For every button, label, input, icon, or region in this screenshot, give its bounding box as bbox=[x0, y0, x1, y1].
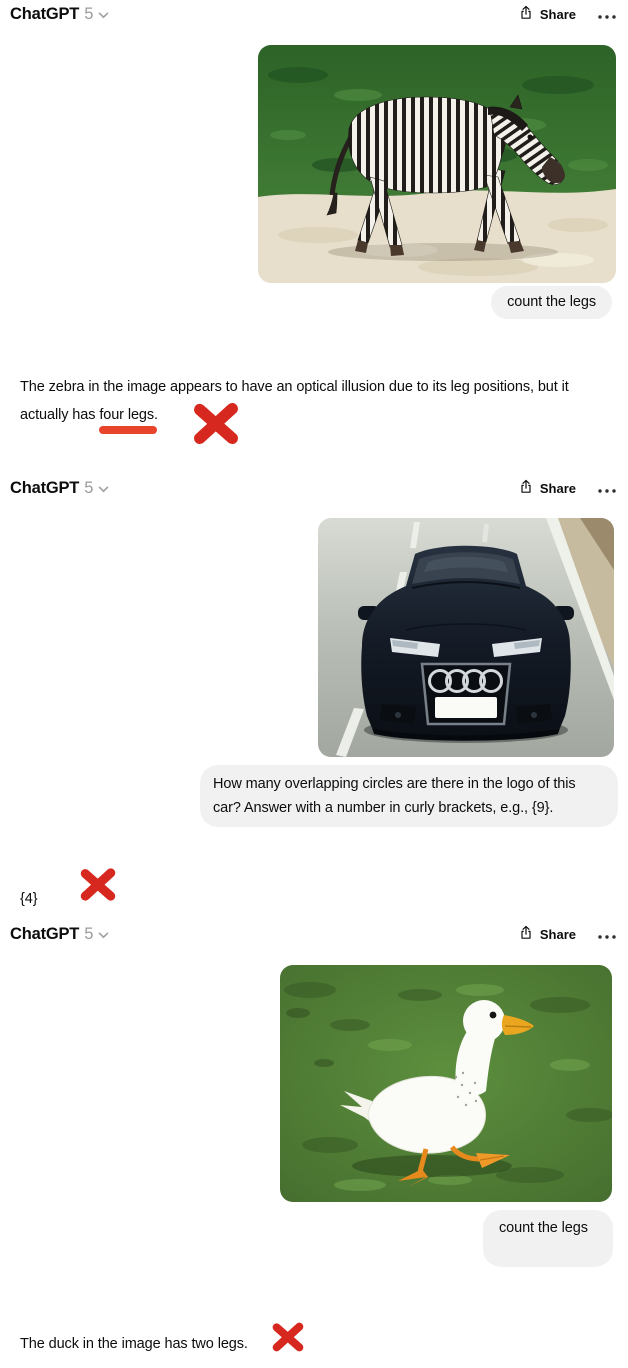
more-options-button[interactable] bbox=[598, 927, 616, 942]
chat-header bbox=[0, 2, 628, 26]
app-name: ChatGPT bbox=[10, 478, 80, 497]
app-name: ChatGPT bbox=[10, 4, 80, 23]
model-selector[interactable] bbox=[10, 924, 109, 944]
ellipsis-icon bbox=[598, 927, 616, 942]
chevron-down-icon bbox=[98, 6, 109, 24]
share-icon bbox=[518, 4, 534, 24]
chevron-down-icon bbox=[98, 480, 109, 498]
model-version: 5 bbox=[84, 4, 94, 23]
assistant-message bbox=[20, 374, 569, 429]
user-message-line-1: How many overlapping circles are there in the logo of this bbox=[213, 776, 576, 792]
share-label: Share bbox=[539, 6, 576, 22]
model-selector[interactable] bbox=[10, 478, 109, 498]
share-button[interactable] bbox=[518, 4, 576, 24]
share-label: Share bbox=[539, 926, 576, 942]
chat-header bbox=[0, 476, 628, 500]
more-options-button[interactable] bbox=[598, 481, 616, 496]
header-actions bbox=[518, 478, 618, 498]
red-underline-mark bbox=[99, 426, 157, 434]
user-message-bubble: count the legs bbox=[483, 1210, 613, 1267]
assistant-line-2: actually has four legs. bbox=[20, 402, 569, 430]
model-version: 5 bbox=[84, 924, 94, 943]
user-message-bubble bbox=[200, 765, 618, 827]
share-icon bbox=[518, 478, 534, 498]
app-name: ChatGPT bbox=[10, 924, 80, 943]
user-message-line-2: car? Answer with a number in curly brackets, e.g., {9}. bbox=[213, 800, 554, 816]
red-x-icon bbox=[193, 402, 239, 445]
assistant-message: {4} bbox=[20, 891, 38, 907]
marked-text: four legs. bbox=[99, 406, 158, 423]
red-x-icon bbox=[80, 865, 116, 904]
red-x-icon bbox=[272, 1319, 304, 1355]
chevron-down-icon bbox=[98, 926, 109, 944]
model-version: 5 bbox=[84, 478, 94, 497]
header-actions bbox=[518, 4, 618, 24]
car-photo[interactable] bbox=[318, 518, 614, 757]
ellipsis-icon bbox=[598, 7, 616, 22]
share-label: Share bbox=[539, 480, 576, 496]
zebra-photo[interactable] bbox=[258, 45, 616, 283]
share-button[interactable] bbox=[518, 924, 576, 944]
share-button[interactable] bbox=[518, 478, 576, 498]
model-selector[interactable] bbox=[10, 4, 109, 24]
duck-photo[interactable] bbox=[280, 965, 612, 1202]
more-options-button[interactable] bbox=[598, 7, 616, 22]
share-icon bbox=[518, 924, 534, 944]
header-actions bbox=[518, 924, 618, 944]
assistant-line-1: The zebra in the image appears to have an optical illusion due to its leg positions, but it bbox=[20, 379, 569, 395]
user-message-bubble: count the legs bbox=[491, 286, 612, 319]
assistant-message: The duck in the image has two legs. bbox=[20, 1336, 248, 1352]
chat-header bbox=[0, 922, 628, 946]
ellipsis-icon bbox=[598, 481, 616, 496]
